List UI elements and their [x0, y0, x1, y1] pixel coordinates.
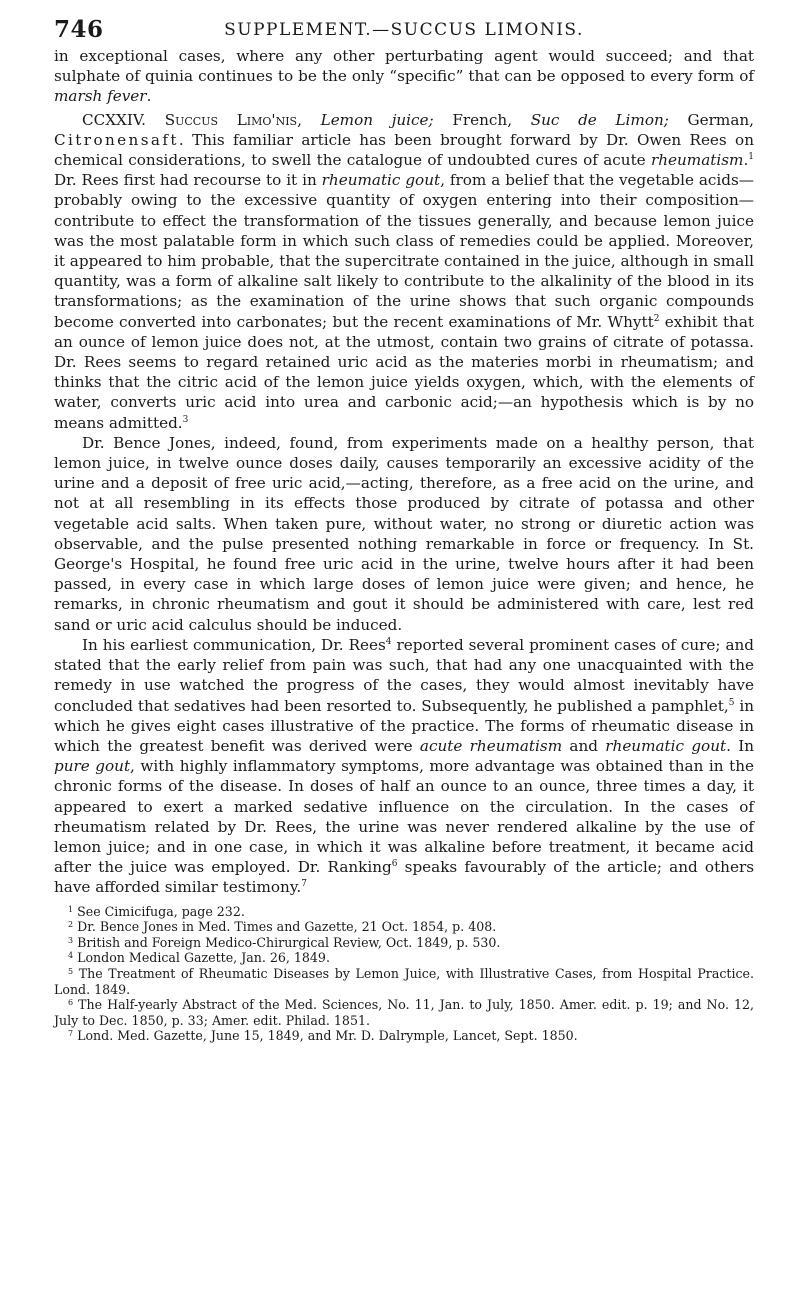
running-title: SUPPLEMENT.—SUCCUS LIMONIS. [224, 20, 584, 40]
footnote-ref-5[interactable]: 5 [728, 697, 735, 708]
footnotes [54, 904, 754, 1044]
paragraph-rees-cases: In his earliest communication, Dr. Rees$^4$ reported several prominent cases of cure; and stated that the early relief from pain was such, that had any one unacquainted with the remedy in use watched the progress of the cases, they would almost inevitably have concluded that sedatives had been resorted to. Subsequently, he published a pamphlet,$^5$ in which he gives eight cases illustrative of the practice. The forms of rheumatic disease in which the greatest benefit was derived were acute rheumatism and rheumatic gout. In pure gout, with highly inflammatory symptoms, more advantage was obtained than in the chronic forms of the disease. In doses of half an ounce to an ounce, three times a day, it appeared to exert a marked sedative influence on the circulation. In the cases of rheumatism related by Dr. Rees, the urine was never rendered alkaline by the use of lemon juice; and in one case, in which it was alkaline before treatment, it became acid after the juice was employed. Dr. Ranking$^6$ speaks favourably of the article; and others have afforded similar testimony.$^7$ [54, 635, 755, 897]
footnote-ref-4[interactable]: 4 [385, 636, 392, 647]
body-text [54, 46, 754, 898]
footnote: $^7$ Lond. Med. Gazette, June 15, 1849, and Mr. D. Dalrymple, Lancet, Sept. 1850. [68, 1028, 578, 1044]
paragraph-bence-jones: Dr. Bence Jones, indeed, found, from experiments made on a healthy person, that lemon juice, in twelve ounce doses daily, causes temporarily an excessive acidity of the urine and a deposit of free uric acid,—acting, therefore, as a free acid on the urine, and not at all resembling in its effects those produced by citrate of potassa and other vegetable acid salts. When taken pure, without water, no strong or diuretic action was observable, and the pulse presented nothing remarkable in force or frequency. In St. George's Hospital, he found free uric acid in the urine, twelve hours after it had been passed, in every case in which large doses of lemon juice were given; and hence, he remarks, in chronic rheumatism and gout it should be administered with care, lest red sand or uric acid calculus should be induced. [54, 433, 754, 634]
section-name: Succus Limo'nis, [164, 110, 302, 129]
paragraph-0: in exceptional cases, where any other perturbating agent would succeed; and that sulphate of quinia continues to be the only “specific” that can be opposed to every form of marsh fever. [54, 47, 754, 106]
section-ccxxiv-paragraph: CCXXIV. Succus Limo'nis, Lemon juice; French, Suc de Limon; German, Citronensaft. This familiar article has been brought forward by Dr. Owen Rees on chemical considerations, to swell the catalogue of undoubted cures of acute rheumatism.$^1$ Dr. Rees first had recourse to it in rheumatic gout, from a belief that the vegetable acids—probably owing to the excessive quantity of oxygen entering into their composition—contribute to effect the transformation of the tissues generally, and because lemon juice was the most palatable form in which such class of remedies could be applied. Moreover, it appeared to him probable, that the supercitrate contained in the juice, although in small quantity, was a form of alkaline salt likely to contribute to the alkalinity of the blood in its transformations; as the examination of the urine shows that such organic compounds become converted into carbonates; but the recent examinations of Mr. Whytt$^2$ exhibit that an ounce of lemon juice does not, at the utmost, contain two grains of citrate of potassa. Dr. Rees seems to regard retained uric acid as the materies morbi in rheumatism; and thinks that the citric acid of the lemon juice yields oxygen, which, with the elements of water, converts uric acid into urea and carbonic acid;—an hypothesis which is by no means admitted.$^3$ [54, 110, 754, 432]
footnote: $^2$ Dr. Bence Jones in Med. Times and Gazette, 21 Oct. 1854, p. 408. [68, 919, 497, 935]
running-head [54, 16, 754, 46]
footnote-ref-1[interactable]: 1 [748, 152, 754, 163]
book-page [54, 16, 754, 1044]
footnote: $^6$ The Half-yearly Abstract of the Med. Sciences, No. 11, Jan. to July, 1850. Amer. edit. p. 19; and No. 12, July to Dec. 1850, p. 33; Amer. edit. Philad. 1851. [54, 997, 754, 1028]
footnote: $^1$ See Cimicifuga, page 232. [68, 903, 245, 919]
footnote-ref-2[interactable]: 2 [653, 313, 660, 324]
page-number: 746 [54, 16, 104, 43]
footnote-ref-7[interactable]: 7 [301, 879, 307, 890]
section-name-english: Lemon juice; [320, 110, 434, 129]
section-number: CCXXIV. [82, 110, 147, 129]
footnote: $^3$ British and Foreign Medico-Chirurgical Review, Oct. 1849, p. 530. [68, 934, 501, 950]
footnote-ref-6[interactable]: 6 [391, 859, 398, 870]
footnote: $^5$ The Treatment of Rheumatic Diseases by Lemon Juice, with Illustrative Cases, from Hospital Practice. Lond. 1849. [54, 965, 754, 997]
footnote: $^4$ London Medical Gazette, Jan. 26, 1849. [68, 950, 330, 966]
footnote-ref-3[interactable]: 3 [182, 414, 189, 425]
section-name-french: Suc de Limon; [530, 110, 669, 129]
section-name-german: Citronensaft [54, 130, 179, 149]
